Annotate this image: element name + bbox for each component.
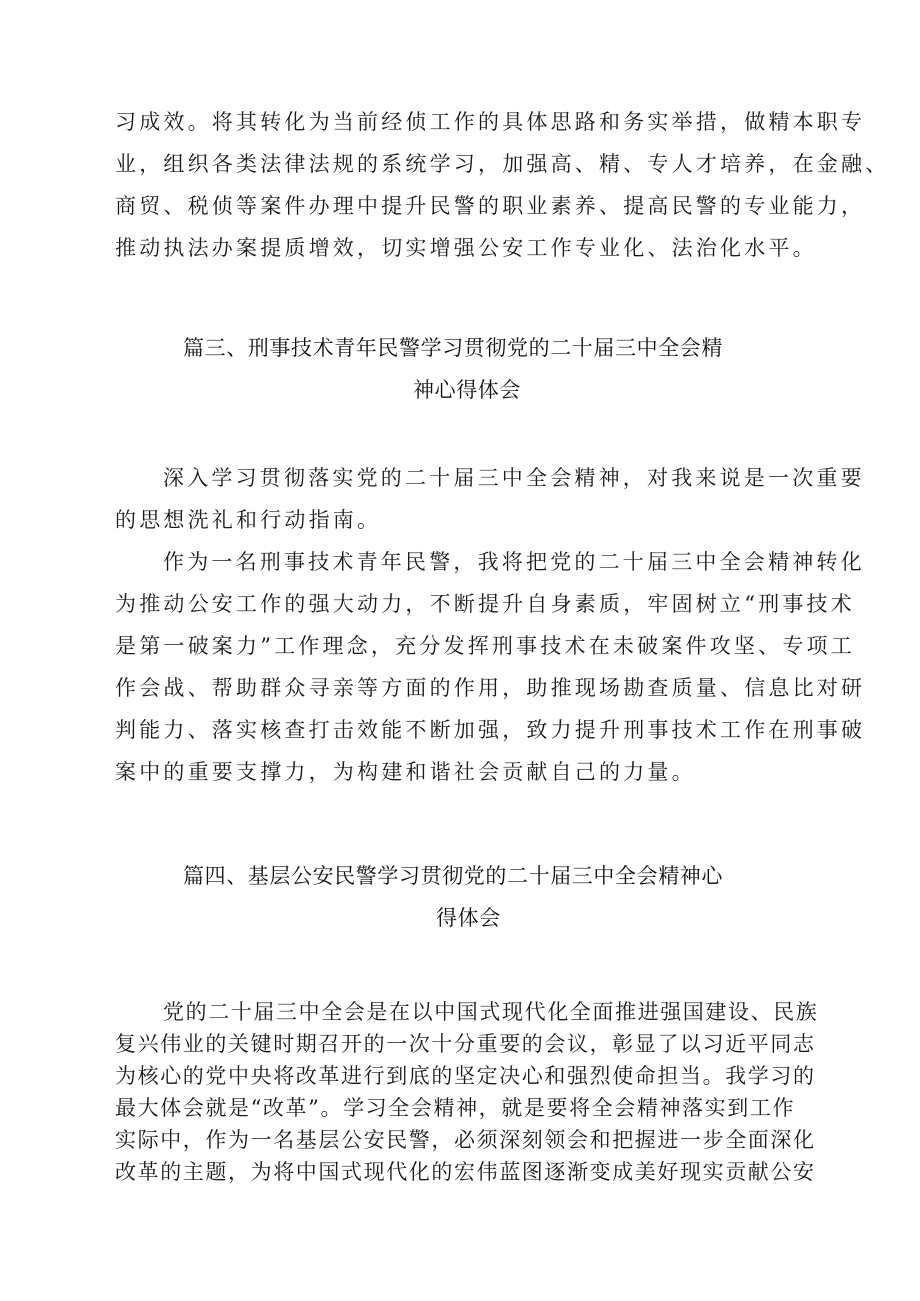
heading-line: 篇三、刑事技术青年民警学习贯彻党的二十届三中全会精 (183, 336, 723, 360)
heading-line: 神心得体会 (413, 378, 521, 402)
text-line: 改革的主题，为将中国式现代化的宏伟蓝图逐渐变成美好现实贡献公安 (115, 1160, 816, 1184)
text-line: 判能力、落实核查打击效能不断加强，致力提升刑事技术工作在刑事破 (115, 718, 866, 742)
text-line: 商贸、税侦等案件办理中提升民警的职业素养、提高民警的专业能力， (115, 194, 866, 218)
text-line: 业，组织各类法律法规的系统学习，加强高、精、专人才培养，在金融、 (115, 152, 890, 176)
text-line: 实际中，作为一名基层公安民警，必须深刻领会和把握进一步全面深化 (115, 1128, 816, 1152)
text-line: 为推动公安工作的强大动力，不断提升自身素质，牢固树立“刑事技术 (115, 592, 855, 616)
text-line: 党的二十届三中全会是在以中国式现代化全面推进强国建设、民族 (163, 1000, 819, 1024)
text-line: 最大体会就是“改革”。学习全会精神，就是要将全会精神落实到工作 (115, 1096, 796, 1120)
heading-line: 得体会 (436, 906, 501, 930)
text-line: 的思想洗礼和行动指南。 (115, 508, 382, 532)
text-line: 是第一破案力”工作理念，充分发挥刑事技术在未破案件攻坚、专项工 (115, 634, 855, 658)
text-line: 推动执法办案提质增效，切实增强公安工作专业化、法治化水平。 (115, 236, 817, 260)
text-line: 作会战、帮助群众寻亲等方面的作用，助推现场勘查质量、信息比对研 (115, 676, 866, 700)
heading-line: 篇四、基层公安民警学习贯彻党的二十届三中全会精神心 (183, 864, 723, 888)
text-line: 深入学习贯彻落实党的二十届三中全会精神，对我来说是一次重要 (163, 466, 865, 490)
text-line: 复兴伟业的关键时期召开的一次十分重要的会议，彰显了以习近平同志 (115, 1032, 816, 1056)
text-line: 案中的重要支撑力，为构建和谐社会贡献自己的力量。 (115, 760, 696, 784)
text-line: 习成效。将其转化为当前经侦工作的具体思路和务实举措，做精本职专 (115, 110, 866, 134)
text-line: 作为一名刑事技术青年民警，我将把党的二十届三中全会精神转化 (163, 550, 865, 574)
text-line: 为核心的党中央将改革进行到底的坚定决心和强烈使命担当。我学习的 (115, 1064, 816, 1088)
